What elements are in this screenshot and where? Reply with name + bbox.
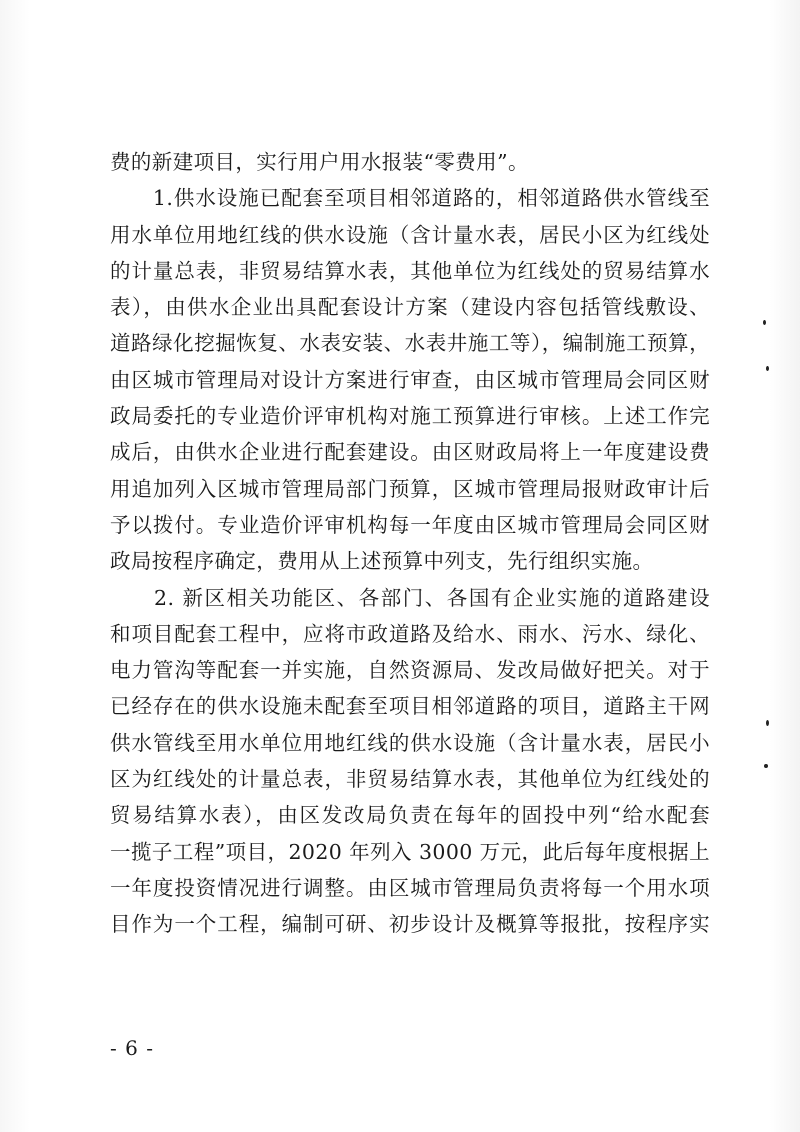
- paragraph-line: 用追加列入区城市管理局部门预算，区城市管理局报财政审计后: [110, 476, 710, 501]
- paragraph-line: 用水单位用地红线的供水设施（含计量水表，居民小区为红线处: [110, 222, 710, 247]
- document-body: [110, 144, 710, 943]
- scan-speck: [766, 366, 769, 371]
- scan-speck: [763, 320, 766, 325]
- paragraph-line: 目作为一个工程，编制可研、初步设计及概算等报批，按程序实: [110, 912, 710, 937]
- paragraph-line: 2. 新区相关功能区、各部门、各国有企业实施的道路建设: [110, 585, 710, 610]
- paragraph-line: 成后，由供水企业进行配套建设。由区财政局将上一年度建设费: [110, 440, 710, 465]
- paragraph-line: 予以拨付。专业造价评审机构每一年度由区城市管理局会同区财: [110, 512, 710, 537]
- paragraph-line: 的计量总表，非贸易结算水表，其他单位为红线处的贸易结算水: [110, 258, 710, 283]
- paragraph-line: 一揽子工程”项目，2020 年列入 3000 万元，此后每年度根据上: [110, 839, 710, 864]
- paragraph-line: 表），由供水企业出具配套设计方案（建设内容包括管线敷设、: [110, 295, 710, 320]
- scan-speck: [766, 720, 769, 726]
- paragraph-line: 区为红线处的计量总表，非贸易结算水表，其他单位为红线处的: [110, 767, 710, 792]
- scan-speck: [764, 764, 768, 768]
- paragraph-line: 政局按程序确定，费用从上述预算中列支，先行组织实施。: [110, 549, 654, 574]
- paragraph-line: 道路绿化挖掘恢复、水表安装、水表井施工等），编制施工预算，: [110, 331, 710, 356]
- paragraph-line: 1.供水设施已配套至项目相邻道路的，相邻道路供水管线至: [110, 186, 710, 211]
- paragraph-line: 由区城市管理局对设计方案进行审查，由区城市管理局会同区财: [110, 367, 710, 392]
- paragraph-line: 贸易结算水表），由区发改局负责在每年的固投中列“给水配套: [110, 803, 710, 828]
- paragraph-line: 费的新建项目，实行用户用水报装“零费用”。: [110, 150, 529, 174]
- paragraph-line: 和项目配套工程中，应将市政道路及给水、雨水、污水、绿化、: [110, 621, 710, 646]
- paragraph-line: 政局委托的专业造价评审机构对施工预算进行审核。上述工作完: [110, 404, 710, 429]
- paragraph-line: 一年度投资情况进行调整。由区城市管理局负责将每一个用水项: [110, 875, 710, 900]
- paragraph-line: 供水管线至用水单位用地红线的供水设施（含计量水表，居民小: [110, 730, 710, 755]
- paragraph-line: 已经存在的供水设施未配套至项目相邻道路的项目，道路主干网: [110, 694, 710, 719]
- page-number: - 6 -: [110, 1036, 154, 1060]
- paragraph-line: 电力管沟等配套一并实施，自然资源局、发改局做好把关。对于: [110, 658, 710, 683]
